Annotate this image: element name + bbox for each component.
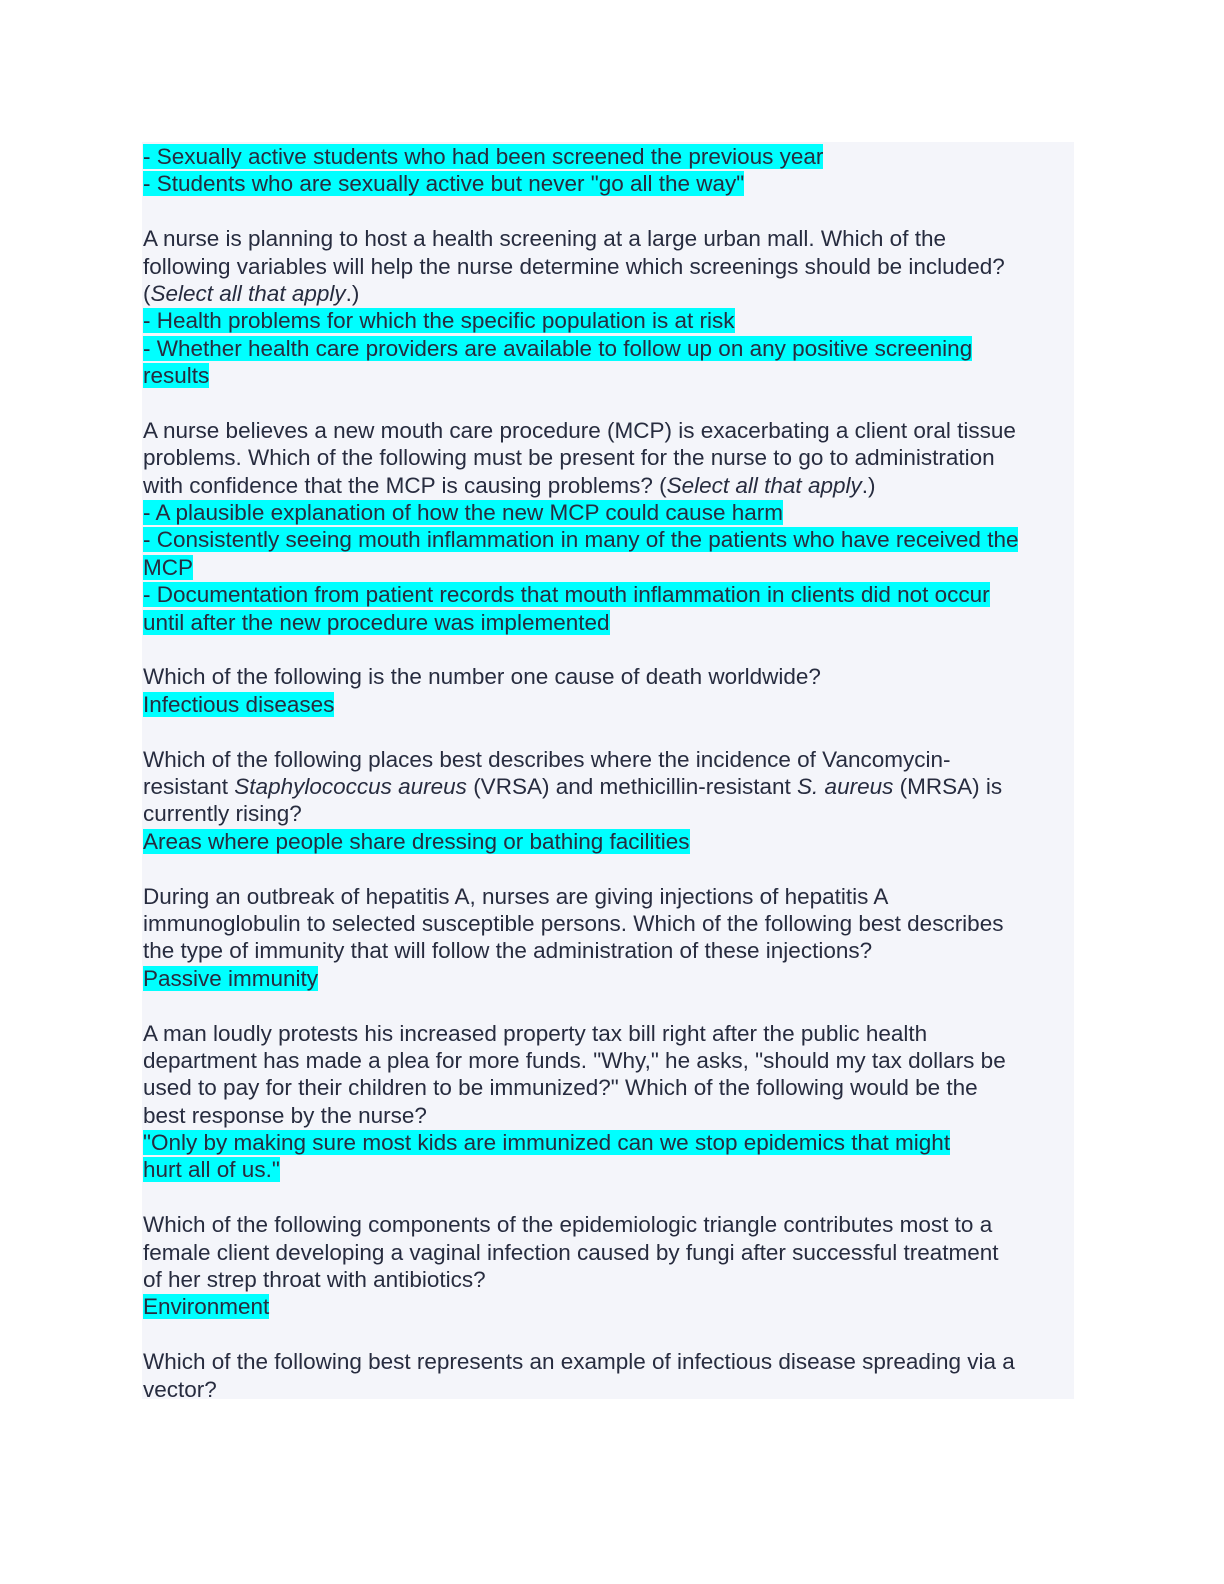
question-3: [143, 663, 1073, 718]
question-text: the type of immunity that will follow the administration of these injections?: [143, 938, 873, 964]
document-body: [143, 143, 1073, 1403]
highlighted-answer: Passive immunity: [143, 965, 319, 991]
question-text: Which of the following places best describes where the incidence of Vancomycin-: [143, 746, 951, 772]
question-text: used to pay for their children to be immunized?" Which of the following would be the: [143, 1075, 978, 1101]
question-text: Which of the following best represents an example of infectious disease spreading via a: [143, 1349, 1015, 1375]
highlighted-answer: MCP: [143, 554, 193, 580]
highlighted-answer: results: [143, 363, 210, 389]
question-1: [143, 225, 1073, 389]
highlighted-answer: - Consistently seeing mouth inflammation in many of the patients who have received the: [143, 527, 1019, 553]
question-text: department has made a plea for more funds. "Why," he asks, "should my tax dollars be: [143, 1047, 1006, 1073]
question-text: following variables will help the nurse determine which screenings should be included?: [143, 253, 1005, 279]
question-text: Which of the following is the number one cause of death worldwide?: [143, 664, 821, 690]
highlighted-answer: - Students who are sexually active but never "go all the way": [143, 171, 745, 197]
question-text: currently rising?: [143, 801, 302, 827]
question-8: [143, 1348, 1073, 1403]
question-text: problems. Which of the following must be present for the nurse to go to administration: [143, 445, 995, 471]
question-7: [143, 1211, 1073, 1321]
highlighted-answer: Environment: [143, 1294, 270, 1320]
question-text: Which of the following components of the epidemiologic triangle contributes most to a: [143, 1212, 993, 1238]
question-text: best response by the nurse?: [143, 1102, 427, 1128]
highlighted-answer: hurt all of us.": [143, 1157, 280, 1183]
question-text: with confidence that the MCP is causing problems? (Select all that apply.): [143, 472, 876, 498]
question-4: [143, 746, 1073, 856]
question-text: resistant Staphylococcus aureus (VRSA) and methicillin-resistant S. aureus (MRSA) is: [143, 773, 1003, 799]
question-text: (Select all that apply.): [143, 280, 360, 306]
question-text: A man loudly protests his increased property tax bill right after the public health: [143, 1020, 928, 1046]
highlighted-answer: - Sexually active students who had been screened the previous year: [143, 144, 824, 169]
question-6: [143, 1020, 1073, 1184]
question-text: vector?: [143, 1376, 217, 1402]
question-5: [143, 883, 1073, 993]
highlighted-answer: "Only by making sure most kids are immunized can we stop epidemics that might: [143, 1130, 951, 1156]
question-text: of her strep throat with antibiotics?: [143, 1267, 486, 1293]
question-2: [143, 417, 1073, 636]
highlighted-answer: - Documentation from patient records that mouth inflammation in clients did not occur: [143, 582, 990, 608]
question-text: immunoglobulin to selected susceptible persons. Which of the following best describes: [143, 910, 1004, 936]
highlighted-answer: Areas where people share dressing or bathing facilities: [143, 828, 690, 854]
question-text: During an outbreak of hepatitis A, nurses are giving injections of hepatitis A: [143, 883, 889, 909]
highlighted-answer: until after the new procedure was implemented: [143, 609, 610, 635]
question-text: female client developing a vaginal infection caused by fungi after successful treatment: [143, 1239, 999, 1265]
highlighted-answer: Infectious diseases: [143, 691, 335, 717]
highlighted-answer: - A plausible explanation of how the new MCP could cause harm: [143, 500, 783, 526]
highlighted-answer: - Health problems for which the specific population is at risk: [143, 308, 735, 334]
intro-answers: [143, 143, 1073, 198]
highlighted-answer: - Whether health care providers are available to follow up on any positive screening: [143, 335, 973, 361]
question-text: A nurse believes a new mouth care procedure (MCP) is exacerbating a client oral tissue: [143, 417, 1016, 443]
question-text: A nurse is planning to host a health screening at a large urban mall. Which of the: [143, 226, 946, 252]
